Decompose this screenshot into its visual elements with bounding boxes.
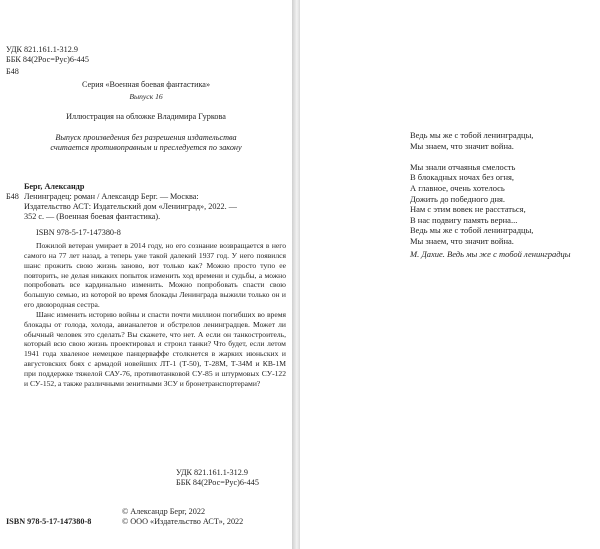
- udk-code-top: УДК 821.161.1-312.9: [6, 45, 78, 54]
- epigraph-poem: [410, 130, 571, 259]
- bibliographic-line1: Ленинградец: роман / Александр Берг. — Москва:: [24, 192, 199, 201]
- poem-line: Нам с этим вовек не расстаться,: [410, 204, 526, 215]
- copyright-publisher: © ООО «Издательство АСТ», 2022: [122, 517, 244, 526]
- poem-line: А главное, очень хотелось: [410, 182, 505, 193]
- annotation-paragraph-2: Шанс изменить историю войны и спасти почти миллион погибших во время блокады от голода, холода, авианалетов и обстрелов ленинградцев. Может ли обычный человек это сделать? Вы скажете, что нет. А если он танкостроитель, который всю свою жизнь проектировал и строил танки? Что будет, если летом 1941 года хваленое немецкое панцерваффе столкнется в жарких июньских и августовских боях с армадой новейших ЛТ-1 (Т-50), Т-28М, Т-34М и КВ-1М при поддержке тяжелой САУ-76, противотанковой СУ-85 и штурмовых СУ-122 и СУ-152, а также различными зенитными ЗСУ и бронетранспортерами?: [24, 309, 286, 388]
- author-heading: Берг, Александр: [24, 182, 85, 191]
- poem-line: Мы знаем, что значит война.: [410, 235, 514, 246]
- bibliographic-line3: 352 с. — (Военная боевая фантастика).: [24, 212, 161, 221]
- copyright-author: © Александр Берг, 2022: [122, 507, 206, 516]
- isbn: ISBN 978-5-17-147380-8: [36, 228, 121, 237]
- bbk-code-bottom: ББК 84(2Рос=Рус)6-445: [176, 478, 259, 487]
- left-page: [0, 0, 292, 549]
- author-mark: Б48: [6, 192, 19, 201]
- isbn-bottom: ISBN 978-5-17-147380-8: [6, 517, 92, 526]
- copyright-warning-line1: Выпуск произведения без разрешения издательства: [55, 133, 237, 142]
- poem-line: В нас подвигу память верна...: [410, 214, 518, 225]
- issue-number: Выпуск 16: [129, 92, 163, 101]
- bibliographic-line2: Издательство АСТ: Издательский дом «Ленинград», 2022. —: [24, 202, 237, 211]
- poem-line: Ведь мы же с тобой ленинградцы,: [410, 225, 534, 236]
- annotation: [24, 241, 286, 389]
- poem-line: Дожить до победного дня.: [410, 193, 506, 204]
- copyright-warning-line2: считается противоправным и преследуется по закону: [50, 143, 242, 152]
- right-page: [300, 0, 600, 549]
- poem-line: Мы знали отчаянья смелость: [410, 161, 516, 172]
- poem-line: Мы знаем, что значит война.: [410, 140, 514, 151]
- stanza-gap: [410, 151, 571, 162]
- poem-attribution: М. Дахие. Ведь мы же с тобой ленинградцы: [410, 248, 571, 259]
- book-spine-gutter: [292, 0, 300, 549]
- annotation-paragraph-1: Пожилой ветеран умирает в 2014 году, но его сознание возвращается в него самого на 77 лет назад, а теперь уже такой далекий 1937 год. У него появился шанс прожить свою жизнь заново, вот только как? Можно просто тупо ее повторить, не делая никаких попыток изменить ход времени и судьбы, а можно попробовать все кардинально изменить. Можно попробовать спасти свою большую семью, из которой во время блокады Ленинграда выжили только он и его двоюродная сестра.: [24, 241, 286, 310]
- bbk-code-top: ББК 84(2Рос=Рус)6-445: [6, 55, 89, 64]
- poem-line: В блокадных ночах без огня,: [410, 172, 515, 183]
- cover-illustration-credit: Иллюстрация на обложке Владимира Гуркова: [66, 112, 226, 121]
- poem-line: Ведь мы же с тобой ленинградцы,: [410, 130, 534, 140]
- udk-code-bottom: УДК 821.161.1-312.9: [176, 468, 248, 477]
- author-mark-top: Б48: [6, 67, 19, 76]
- series-title: Серия «Военная боевая фантастика»: [81, 80, 211, 89]
